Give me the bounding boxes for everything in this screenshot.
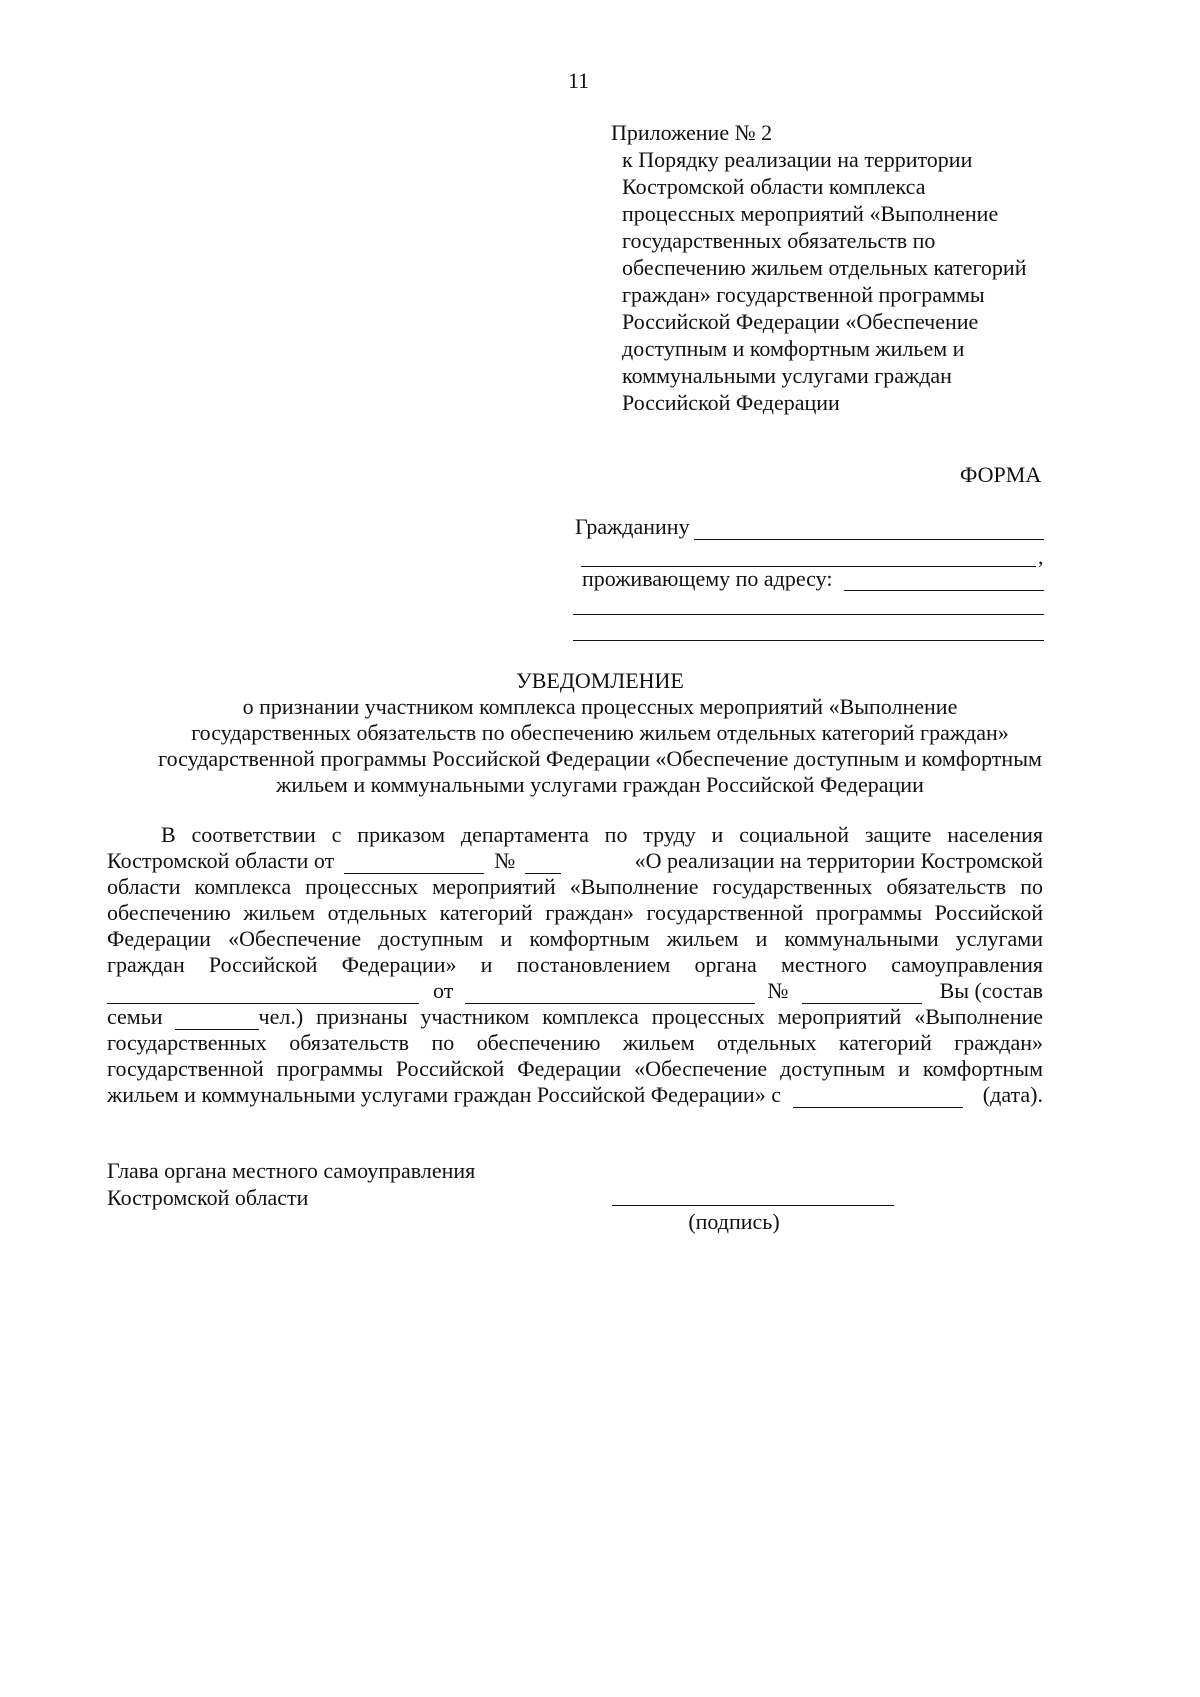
notice-subtitle xyxy=(100,694,1100,798)
signatory-title xyxy=(107,1157,475,1211)
appendix-line: Костромской области комплекса xyxy=(622,174,926,199)
signatory-line: Глава органа местного самоуправления xyxy=(107,1158,476,1183)
citizen-name-blank xyxy=(694,539,1044,540)
appendix-title: Приложение № 2 xyxy=(611,120,773,145)
address-blank-1 xyxy=(844,590,1044,591)
authority-name-blank xyxy=(107,981,419,1004)
notice-subtitle-line: о признании участником комплекса процессных мероприятий «Выполнение xyxy=(242,694,958,719)
page-number: 11 xyxy=(568,68,590,93)
citizen-label: Гражданину xyxy=(575,514,690,539)
form-label: ФОРМА xyxy=(960,462,1042,487)
body-line xyxy=(107,1082,1043,1108)
body-text: государственной программы Российской Федерации «Обеспечение доступным и комфортным xyxy=(107,1056,1043,1081)
appendix-line: доступным и комфортным жильем и xyxy=(622,336,965,361)
appendix-line: коммунальными услугами граждан xyxy=(622,363,952,388)
body-line xyxy=(107,978,1043,1004)
body-line xyxy=(107,900,1043,926)
body-text: Костромской области от xyxy=(107,848,335,873)
body-text: Вы (состав xyxy=(939,978,1043,1003)
body-text: государственных обязательств по обеспечению жильем отдельных категорий граждан» xyxy=(107,1030,1043,1055)
appendix-text xyxy=(622,145,1072,417)
notice-subtitle-line: государственных обязательств по обеспечению жильем отдельных категорий граждан» xyxy=(191,720,1009,745)
body-text: обеспечению жильем отдельных категорий граждан» государственной программы Российской xyxy=(107,900,1043,925)
notice-body xyxy=(107,822,1043,1108)
signatory-line: Костромской области xyxy=(107,1185,309,1210)
notice-title: УВЕДОМЛЕНИЕ xyxy=(516,668,684,693)
body-text: чел.) признаны участником комплекса процессных мероприятий «Выполнение xyxy=(258,1004,1043,1029)
body-text: «О реализации на территории Костромской xyxy=(634,848,1043,873)
appendix-line: государственных обязательств по xyxy=(622,228,936,253)
appendix-line: обеспечению жильем отдельных категорий xyxy=(622,255,1027,280)
body-line xyxy=(107,926,1043,952)
appendix-line: Российской Федерации «Обеспечение xyxy=(622,309,979,334)
resolution-date-blank xyxy=(465,981,755,1004)
appendix-line: граждан» государственной программы xyxy=(622,282,985,307)
body-text: граждан Российской Федерации» и постановлением органа местного самоуправления xyxy=(107,952,1043,977)
body-line xyxy=(107,874,1043,900)
appendix-line: Российской Федерации xyxy=(622,390,840,415)
signature-caption: (подпись) xyxy=(688,1209,780,1234)
body-text: семьи xyxy=(107,1004,163,1029)
body-text: от xyxy=(433,978,454,1003)
order-number-blank xyxy=(525,851,561,874)
order-date-blank xyxy=(344,851,484,874)
body-text: (дата). xyxy=(982,1082,1043,1107)
body-text: № xyxy=(767,978,789,1003)
appendix-line: процессных мероприятий «Выполнение xyxy=(622,201,999,226)
signature-blank xyxy=(612,1205,894,1206)
body-line xyxy=(107,1004,1043,1030)
body-text: области комплекса процессных мероприятий «Выполнение государственных обязательств по xyxy=(107,874,1043,899)
body-line xyxy=(107,822,1043,848)
body-text: В соответствии с приказом департамента по труду и социальной защите населения xyxy=(161,822,1043,847)
address-blank-2 xyxy=(573,614,1044,615)
body-text: жильем и коммунальными услугами граждан Российской Федерации» с xyxy=(107,1082,781,1107)
body-line xyxy=(107,848,1043,874)
resolution-number-blank xyxy=(802,981,922,1004)
comma: , xyxy=(1038,544,1044,569)
notice-subtitle-line: жильем и коммунальными услугами граждан Российской Федерации xyxy=(276,772,924,797)
recognition-date-blank xyxy=(793,1085,963,1108)
address-blank-3 xyxy=(573,640,1044,641)
body-line xyxy=(107,1056,1043,1082)
family-size-blank xyxy=(175,1007,259,1030)
appendix-line: к Порядку реализации на территории xyxy=(622,147,973,172)
body-text: № xyxy=(494,848,516,873)
notice-subtitle-line: государственной программы Российской Федерации «Обеспечение доступным и комфортным xyxy=(158,746,1042,771)
body-line xyxy=(107,1030,1043,1056)
body-line xyxy=(107,952,1043,978)
body-text: Федерации «Обеспечение доступным и комфортным жильем и коммунальными услугами xyxy=(107,926,1043,951)
address-label: проживающему по адресу: xyxy=(582,566,833,591)
